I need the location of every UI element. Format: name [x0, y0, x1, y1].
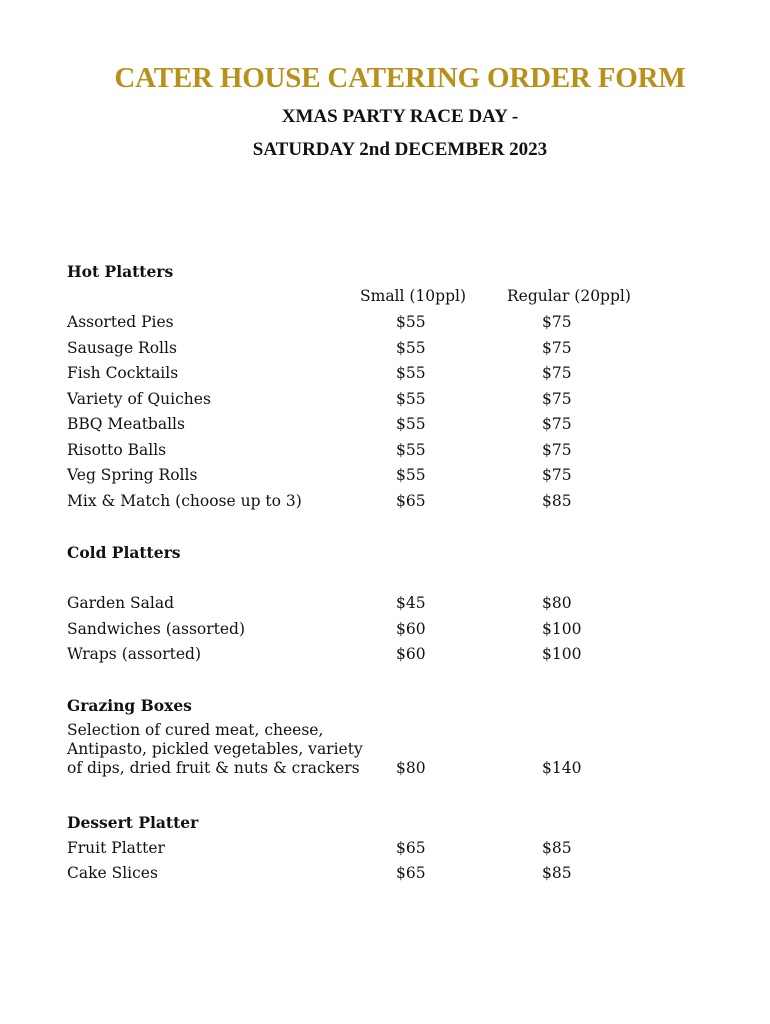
event-name: XMAS PARTY RACE DAY -	[281, 106, 519, 127]
menu-row	[0, 339, 770, 361]
menu-row	[0, 492, 770, 514]
price-regular: $100	[542, 620, 582, 638]
menu-row	[0, 645, 770, 667]
menu-row	[0, 864, 770, 886]
grazing-description-line: of dips, dried fruit & nuts & crackers	[67, 759, 360, 777]
column-header-small: Small (10ppl)	[360, 287, 467, 305]
menu-row	[0, 466, 770, 488]
item-name: Fruit Platter	[67, 839, 165, 857]
item-name: Veg Spring Rolls	[67, 466, 198, 484]
price-regular: $75	[542, 313, 572, 331]
section-title-hot-platters: Hot Platters	[67, 262, 174, 281]
item-name: Garden Salad	[67, 594, 175, 612]
menu-row	[0, 364, 770, 386]
price-regular: $140	[542, 759, 582, 777]
section-title-dessert-platter: Dessert Platter	[67, 813, 199, 832]
event-date: SATURDAY 2nd DECEMBER 2023	[252, 139, 548, 160]
price-small: $65	[396, 864, 426, 882]
price-small: $55	[396, 390, 426, 408]
column-header-regular: Regular (20ppl)	[507, 287, 631, 305]
grazing-description-line: Selection of cured meat, cheese,	[67, 721, 324, 739]
price-small: $55	[396, 313, 426, 331]
price-regular: $75	[542, 390, 572, 408]
section-title-cold-platters: Cold Platters	[67, 543, 181, 562]
item-name: Cake Slices	[67, 864, 158, 882]
menu-row	[0, 620, 770, 642]
menu-row	[0, 441, 770, 463]
price-regular: $75	[542, 339, 572, 357]
price-small: $55	[396, 339, 426, 357]
price-regular: $75	[542, 364, 572, 382]
price-small: $55	[396, 364, 426, 382]
price-regular: $85	[542, 839, 572, 857]
item-name: BBQ Meatballs	[67, 415, 185, 433]
menu-row	[0, 594, 770, 616]
grazing-description-line: Antipasto, pickled vegetables, variety	[67, 740, 363, 758]
menu-row	[0, 839, 770, 861]
price-small: $45	[396, 594, 426, 612]
price-regular: $80	[542, 594, 572, 612]
price-small: $80	[396, 759, 426, 777]
price-small: $55	[396, 441, 426, 459]
price-small: $60	[396, 620, 426, 638]
item-name: Risotto Balls	[67, 441, 167, 459]
price-small: $65	[396, 492, 426, 510]
item-name: Wraps (assorted)	[67, 645, 201, 663]
section-title-grazing-boxes: Grazing Boxes	[67, 696, 192, 715]
price-small: $60	[396, 645, 426, 663]
form-title: CATER HOUSE CATERING ORDER FORM	[114, 62, 686, 94]
item-name: Mix & Match (choose up to 3)	[67, 492, 302, 510]
item-name: Assorted Pies	[67, 313, 174, 331]
price-regular: $75	[542, 415, 572, 433]
grazing-description	[67, 721, 387, 778]
item-name: Sausage Rolls	[67, 339, 177, 357]
price-regular: $100	[542, 645, 582, 663]
price-regular: $85	[542, 492, 572, 510]
price-regular: $75	[542, 466, 572, 484]
menu-row	[0, 390, 770, 412]
item-name: Variety of Quiches	[67, 390, 211, 408]
price-small: $55	[396, 466, 426, 484]
item-name: Fish Cocktails	[67, 364, 179, 382]
price-regular: $75	[542, 441, 572, 459]
menu-row	[0, 313, 770, 335]
price-small: $55	[396, 415, 426, 433]
price-small: $65	[396, 839, 426, 857]
menu-row	[0, 415, 770, 437]
item-name: Sandwiches (assorted)	[67, 620, 246, 638]
price-regular: $85	[542, 864, 572, 882]
